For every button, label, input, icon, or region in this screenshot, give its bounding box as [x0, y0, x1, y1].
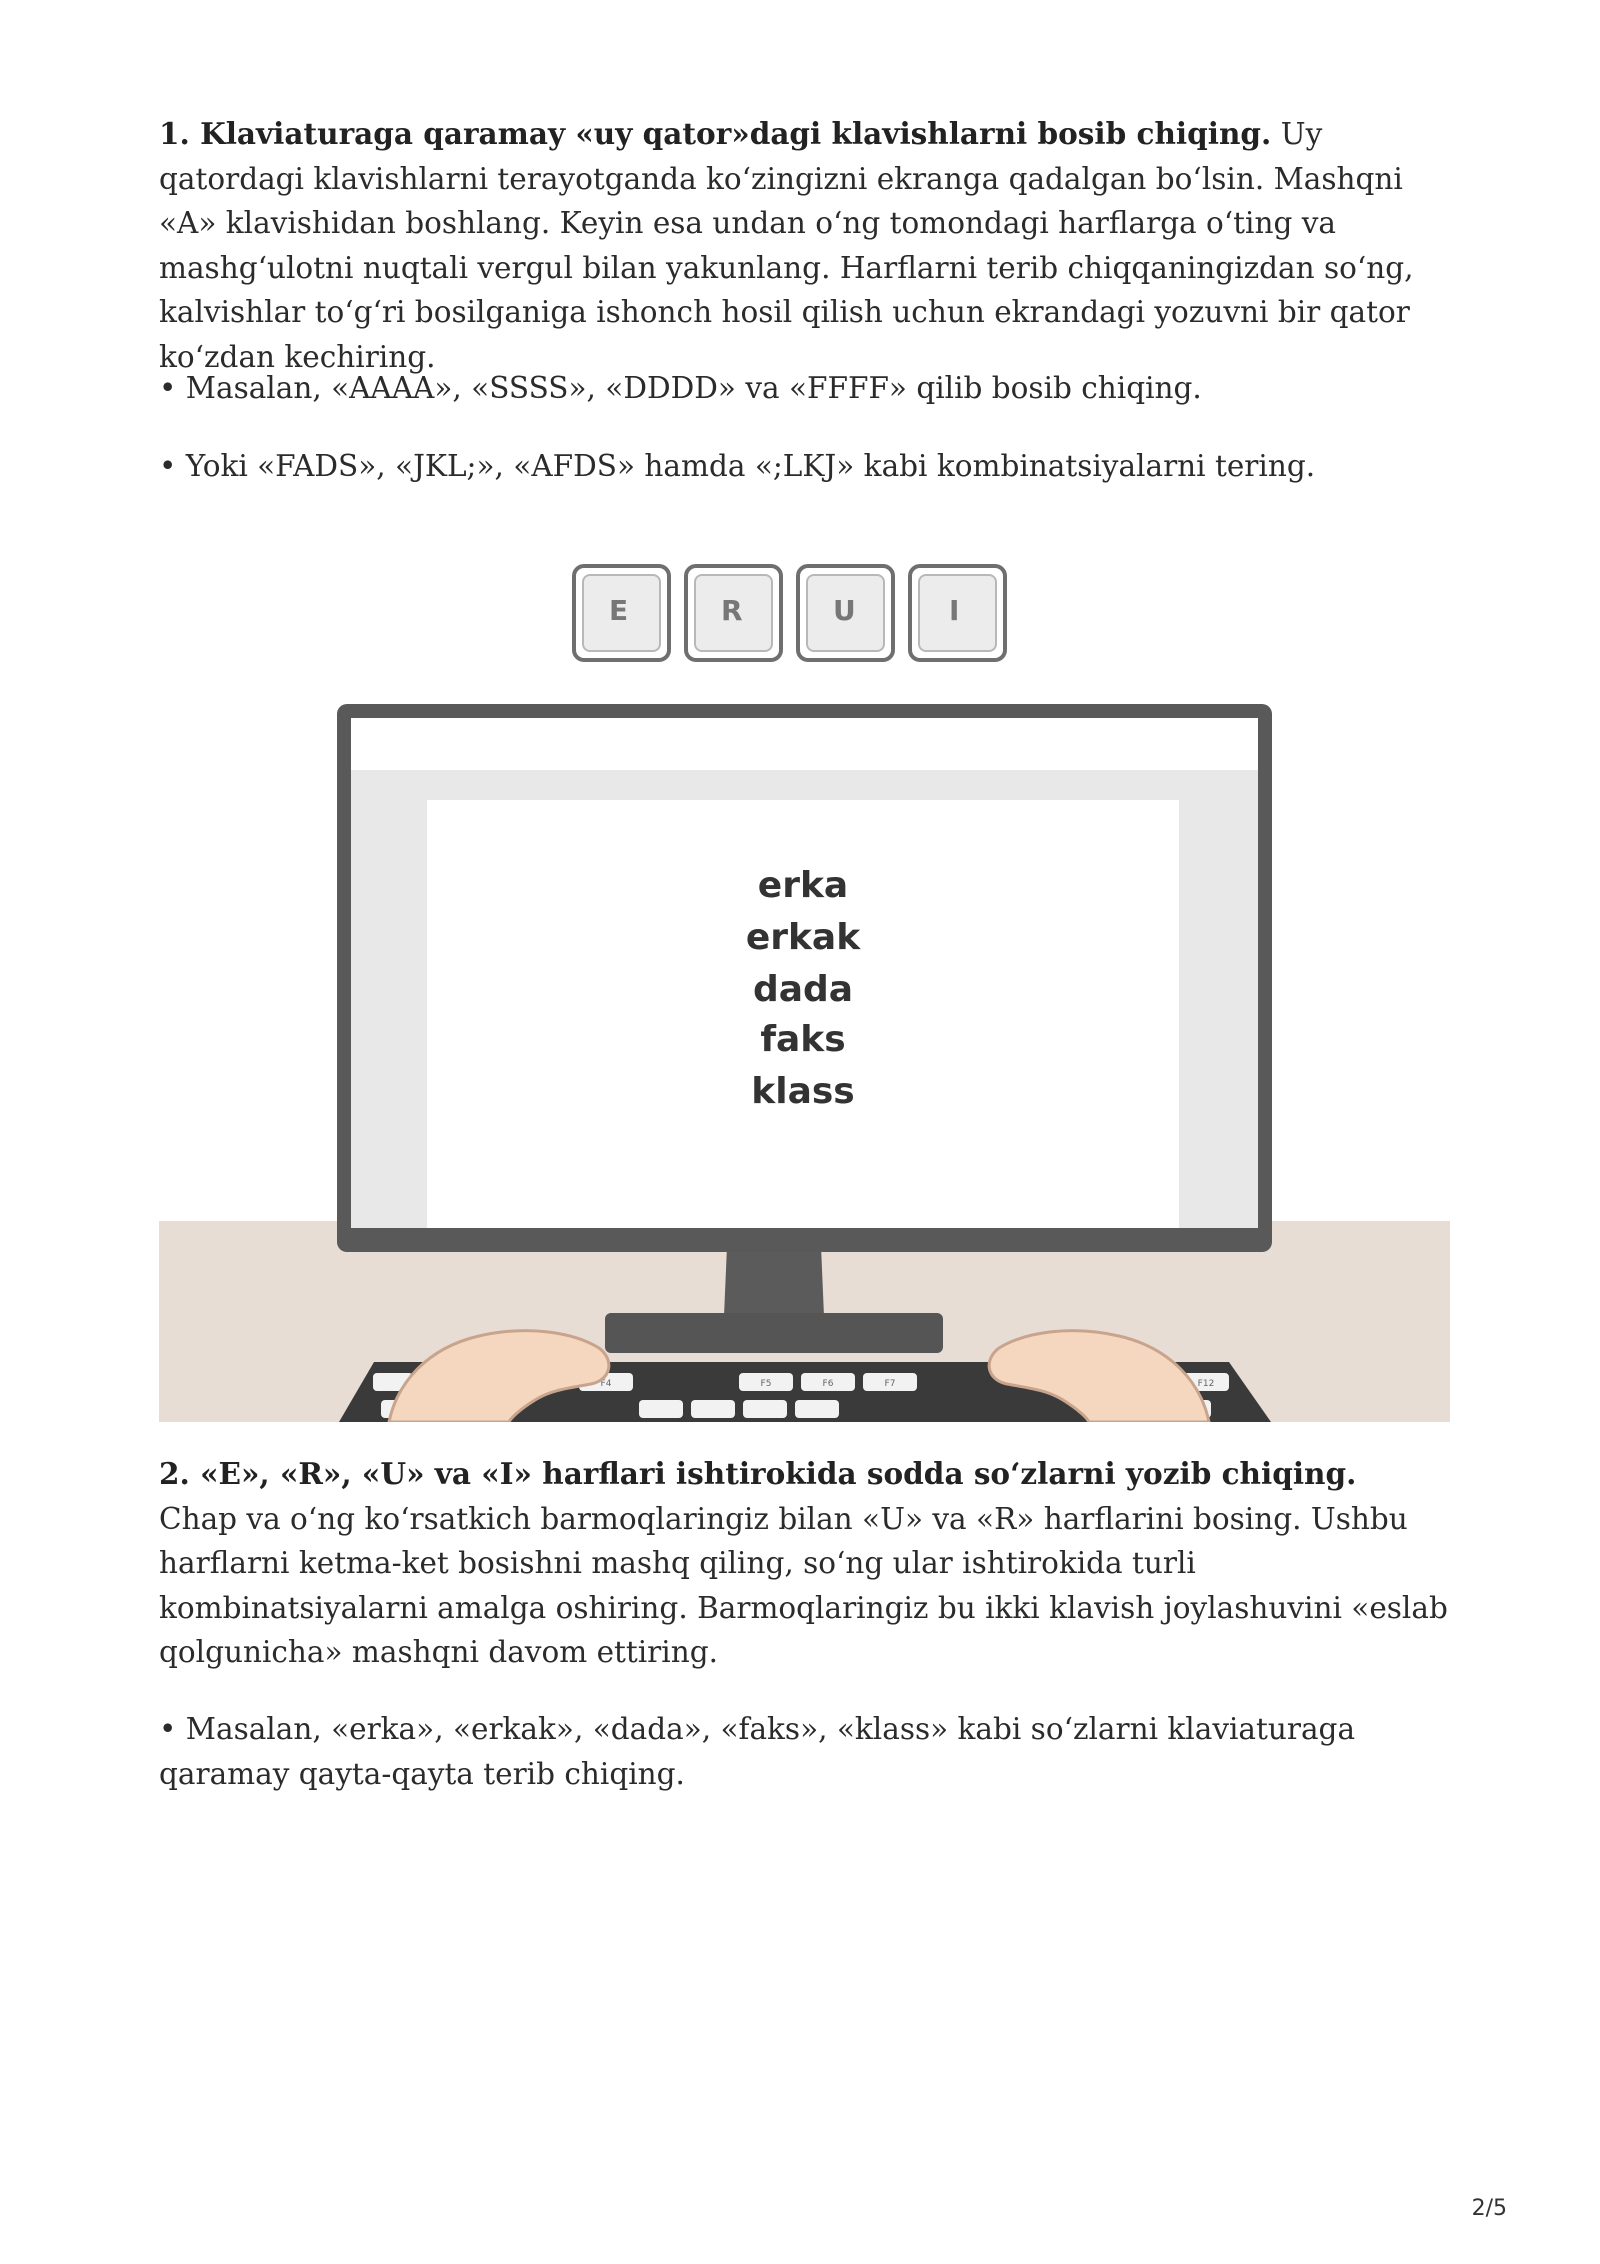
section-2-bullet-1: • Masalan, «erka», «erkak», «dada», «faks», «klass» kabi so‘zlarni klaviaturaga qaramay qayta-qayta terib chiqing.	[159, 1712, 1356, 1791]
keycap-u	[798, 566, 893, 660]
key-f7-label: F7	[884, 1379, 896, 1389]
page-number: 2/5	[1471, 2196, 1507, 2221]
screen-word-5: klass	[751, 1071, 855, 1112]
screen-word-1: erka	[757, 865, 849, 906]
screen-word-4: faks	[760, 1019, 846, 1060]
key-f6-label: F6	[822, 1379, 834, 1389]
keycap-i-label: I	[949, 594, 960, 627]
section-1-bullet-2: • Yoki «FADS», «JKL;», «AFDS» hamda «;LKJ» kabi kombinatsiyalarni tering.	[159, 449, 1316, 483]
monitor-stand	[724, 1246, 824, 1316]
key-f12-label: F12	[1197, 1379, 1215, 1389]
key-f5-label: F5	[760, 1379, 772, 1389]
section-1-heading: 1. Klaviaturaga qaramay «uy qator»dagi klavishlarni bosib chiqing.	[159, 116, 1272, 151]
section-2-body: Chap va o‘ng ko‘rsatkich barmoqlaringiz bilan «U» va «R» harflarini bosing. Ushbu harflarni ketma-ket bosishni mashq qiling, so‘ng ular ishtirokida turli kombinatsiyalarni amalga oshiring. Barmoqlaringiz bu ikki klavish joylashuvini «eslab qolgunicha» mashqni davom ettiring.	[159, 1501, 1448, 1669]
section-2-paragraph	[159, 1452, 1459, 1675]
keycap-i	[910, 566, 1005, 660]
typing-illustration	[159, 548, 1450, 1422]
keycap-e	[574, 566, 669, 660]
section-1-paragraph	[159, 112, 1459, 379]
monitor-base	[605, 1313, 943, 1353]
keycap-r-label: R	[721, 594, 743, 627]
screen-word-2: erkak	[745, 917, 861, 958]
screen-word-3: dada	[752, 969, 854, 1010]
keycap-e-label: E	[609, 594, 629, 627]
section-2-heading: 2. «E», «R», «U» va «I» harflari ishtirokida sodda so‘zlarni yozib chiqing.	[159, 1456, 1357, 1491]
section-1-bullet-1: • Masalan, «AAAA», «SSSS», «DDDD» va «FFFF» qilib bosib chiqing.	[159, 371, 1202, 405]
keycap-u-label: U	[833, 594, 856, 627]
keycap-r	[686, 566, 781, 660]
key-f4-label: F4	[600, 1379, 612, 1389]
section-1-body: Uy qatordagi klavishlarni terayotganda ko‘zingizni ekranga qadalgan bo‘lsin. Mashqni «A» klavishidan boshlang. Keyin esa undan o‘ng tomondagi harflarga o‘ting va mashg‘ulotni nuqtali vergul bilan yakunlang. Harflarni terib chiqqaningizdan so‘ng, kalvishlar to‘g‘ri bosilganiga ishonch hosil qilish uchun ekrandagi yozuvni bir qator ko‘zdan kechiring.	[159, 117, 1414, 374]
